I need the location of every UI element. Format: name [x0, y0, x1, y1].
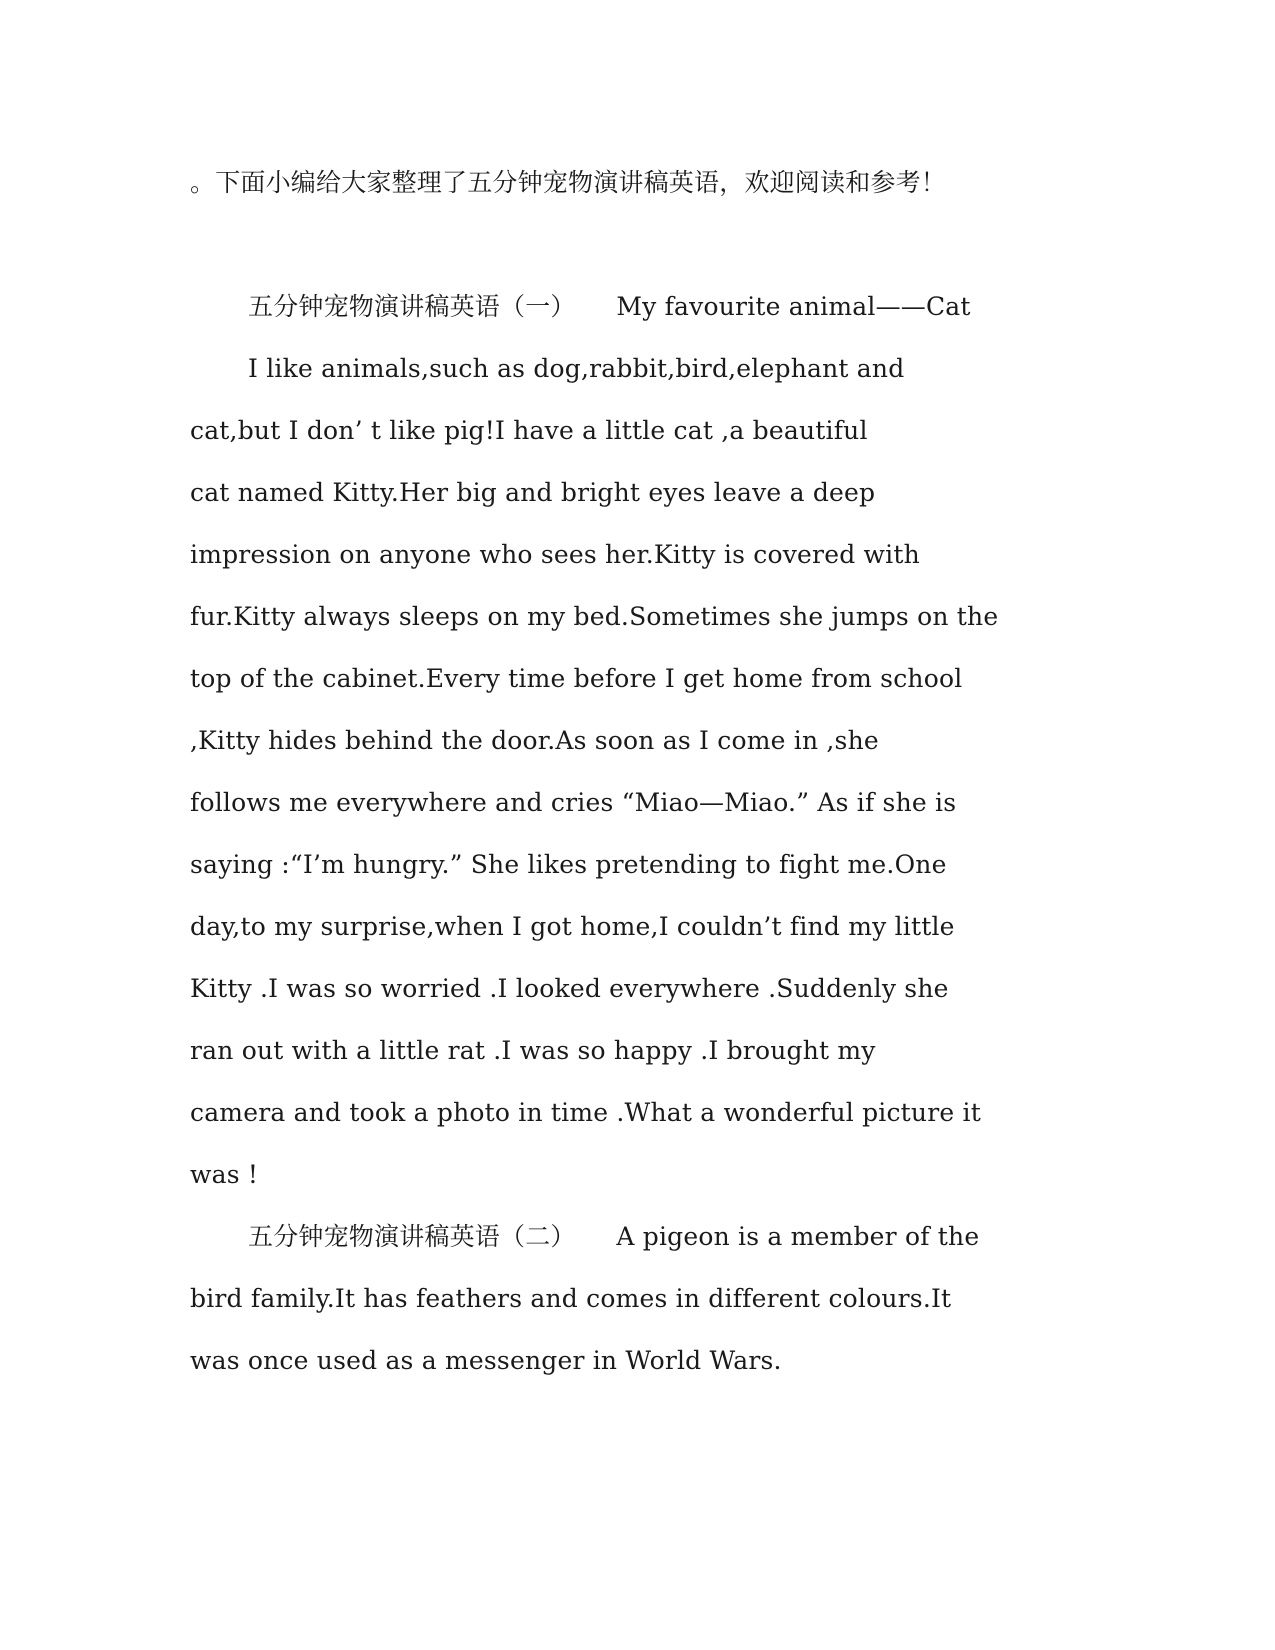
text-line: was ! — [190, 1160, 259, 1189]
text-line: follows me everywhere and cries “Miao—Miao.” As if she is — [190, 788, 957, 817]
text-line: Kitty .I was so worried .I looked everywhere .Suddenly she — [190, 974, 949, 1003]
section-2-heading-line: 五分钟宠物演讲稿英语（二） A pigeon is a member of the — [248, 1222, 980, 1251]
text-line: ,Kitty hides behind the door.As soon as I come in ,she — [190, 726, 879, 755]
text-line: cat,but I don’ t like pig!I have a little cat ,a beautiful — [190, 416, 868, 445]
text-line: top of the cabinet.Every time before I get home from school — [190, 664, 963, 693]
text-line: impression on anyone who sees her.Kitty is covered with — [190, 540, 920, 569]
text-line: ran out with a little rat .I was so happy .I brought my — [190, 1036, 876, 1065]
section-1-heading-line: 五分钟宠物演讲稿英语（一） My favourite animal——Cat — [248, 292, 971, 321]
text-line: camera and took a photo in time .What a wonderful picture it — [190, 1098, 981, 1127]
text-line: cat named Kitty.Her big and bright eyes leave a deep — [190, 478, 876, 507]
text-line: day,to my surprise,when I got home,I couldn’t find my little — [190, 912, 955, 941]
text-line: was once used as a messenger in World Wars. — [190, 1346, 782, 1375]
text-line: saying :“I’m hungry.” She likes pretending to fight me.One — [190, 850, 947, 879]
text-line: I like animals,such as dog,rabbit,bird,elephant and — [248, 354, 905, 383]
intro-line: 。下面小编给大家整理了五分钟宠物演讲稿英语，欢迎阅读和参考！ — [190, 168, 947, 197]
text-line: bird family.It has feathers and comes in different colours.It — [190, 1284, 952, 1313]
text-line: fur.Kitty always sleeps on my bed.Sometimes she jumps on the — [190, 602, 999, 631]
